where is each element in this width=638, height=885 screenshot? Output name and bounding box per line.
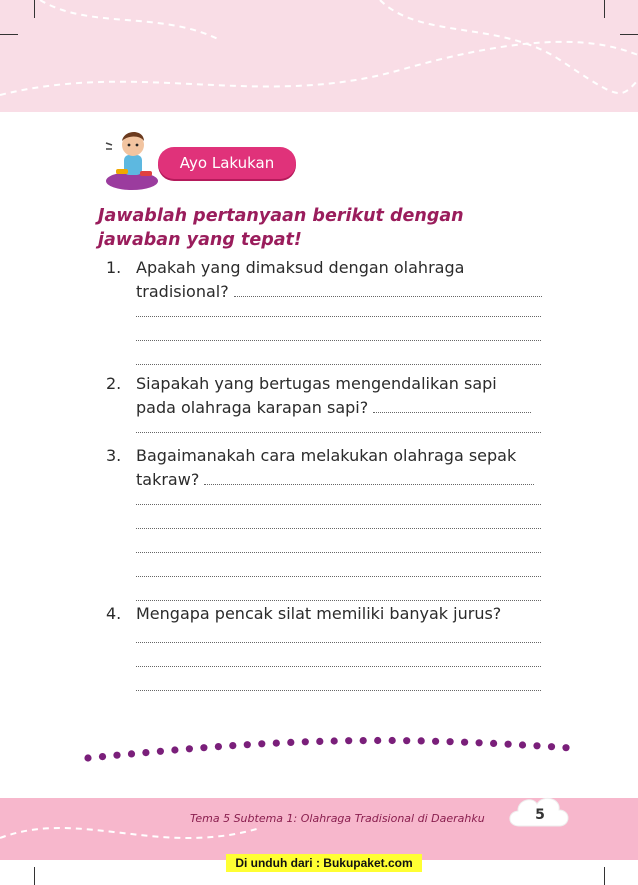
bead-dot [99, 753, 106, 760]
bead-dot [258, 740, 265, 747]
bead-dot [142, 749, 149, 756]
answer-line[interactable] [234, 282, 542, 297]
bead-dot [374, 737, 381, 744]
bead-dot [403, 737, 410, 744]
question-text: tradisional? [136, 282, 229, 301]
question-number: 2. [106, 374, 122, 393]
instruction-heading [98, 204, 518, 252]
crop-mark [34, 867, 35, 885]
question-1 [106, 256, 546, 304]
bead-dot [519, 741, 526, 748]
answer-line[interactable] [136, 316, 541, 317]
bead-dot [505, 741, 512, 748]
bead-dot [302, 738, 309, 745]
answer-line[interactable] [136, 528, 541, 529]
answer-line[interactable] [136, 364, 541, 365]
bead-dot [360, 737, 367, 744]
bead-dot [113, 752, 120, 759]
bead-dot [389, 737, 396, 744]
question-text: Bagaimanakah cara melakukan olahraga sepak [136, 446, 517, 465]
question-3 [106, 444, 546, 492]
bead-dot [533, 742, 540, 749]
instruction-line: jawaban yang tepat! [98, 230, 302, 250]
bead-dot [273, 740, 280, 747]
question-number: 1. [106, 258, 122, 277]
bead-dot [476, 739, 483, 746]
bead-dot [128, 750, 135, 757]
bead-dot [461, 739, 468, 746]
question-text: Apakah yang dimaksud dengan olahraga [136, 258, 465, 277]
bead-dot [186, 745, 193, 752]
answer-line[interactable] [136, 504, 541, 505]
question-number: 4. [106, 604, 122, 623]
question-text: pada olahraga karapan sapi? [136, 398, 369, 417]
crop-mark [620, 34, 638, 35]
bead-dot [490, 740, 497, 747]
bead-dot [171, 746, 178, 753]
question-4 [106, 602, 546, 626]
badge-label: Ayo Lakukan [158, 147, 296, 179]
bead-dot [316, 738, 323, 745]
bead-dot [418, 737, 425, 744]
crop-mark [604, 0, 605, 18]
bead-dot [548, 743, 555, 750]
footer-theme-text: Tema 5 Subtema 1: Olahraga Tradisional di Daerahku [190, 812, 485, 825]
answer-line[interactable] [136, 642, 541, 643]
bead-dot [244, 741, 251, 748]
bead-dot [447, 738, 454, 745]
crop-mark [0, 34, 18, 35]
answer-line[interactable] [136, 552, 541, 553]
instruction-line: Jawablah pertanyaan berikut dengan [98, 206, 464, 226]
question-text-line2-wrap [136, 396, 546, 420]
question-2 [106, 372, 546, 420]
answer-line[interactable] [136, 690, 541, 691]
bead-dot [345, 737, 352, 744]
crop-mark [34, 0, 35, 18]
child-illustration-icon [100, 125, 170, 195]
bead-dot [562, 744, 569, 751]
answer-line[interactable] [136, 432, 541, 433]
answer-line[interactable] [136, 666, 541, 667]
bead-dot [84, 754, 91, 761]
question-text-line2-wrap [136, 468, 546, 492]
answer-line[interactable] [136, 600, 541, 601]
bead-dot [432, 738, 439, 745]
question-text: takraw? [136, 470, 200, 489]
answer-line[interactable] [204, 470, 534, 485]
page-number: 5 [535, 807, 545, 823]
bead-dot [157, 748, 164, 755]
question-text: Siapakah yang bertugas mengendalikan sapi [136, 374, 497, 393]
question-text: Mengapa pencak silat memiliki banyak jurus? [136, 604, 502, 623]
header-swirl-decoration [0, 0, 638, 112]
bead-dot [287, 739, 294, 746]
crop-mark [604, 867, 605, 885]
answer-line[interactable] [136, 576, 541, 577]
bead-dot [331, 737, 338, 744]
activity-badge [100, 125, 300, 195]
bead-dot [200, 744, 207, 751]
bead-dot [229, 742, 236, 749]
bead-divider-decoration [78, 728, 578, 768]
bead-dot [215, 743, 222, 750]
download-source-note: Di unduh dari : Bukupaket.com [226, 854, 422, 872]
header-band [0, 0, 638, 112]
answer-line[interactable] [373, 398, 531, 413]
answer-line[interactable] [136, 340, 541, 341]
question-number: 3. [106, 446, 122, 465]
question-text-line2-wrap [136, 280, 546, 304]
